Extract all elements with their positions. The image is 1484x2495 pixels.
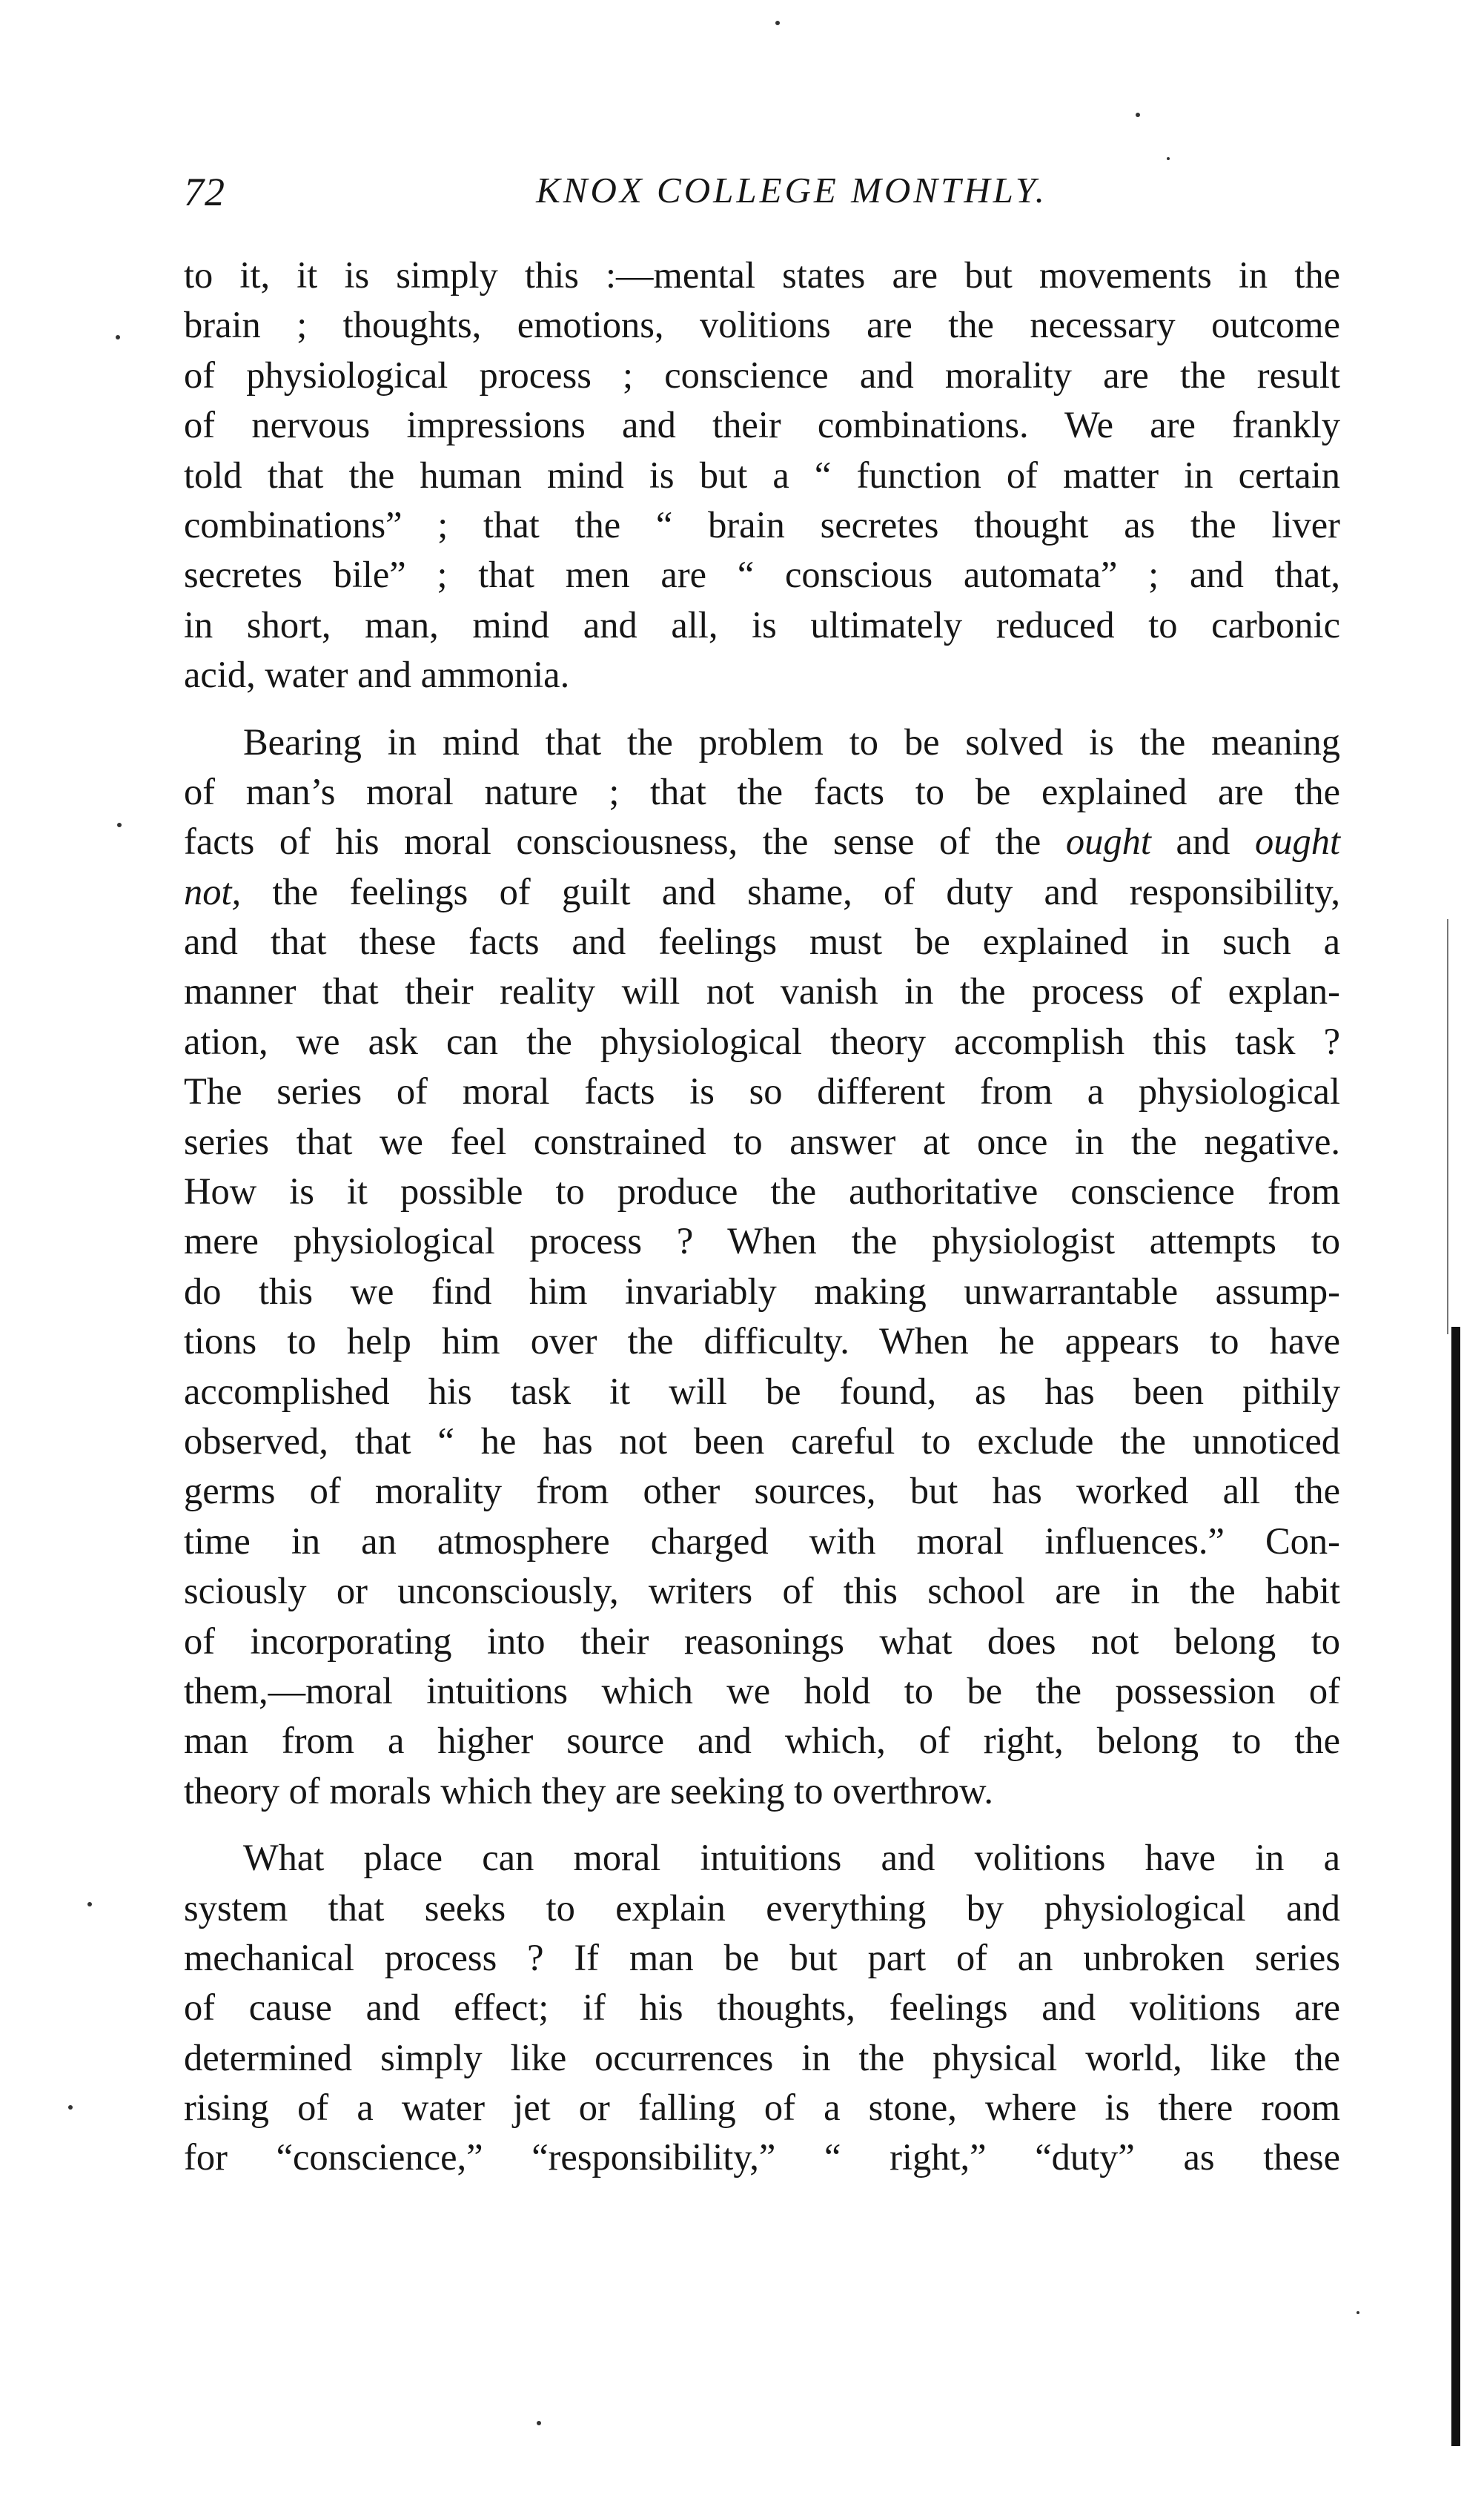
binding-shadow-line [1447,919,1448,1334]
scan-speck [68,2105,73,2110]
text-line: How is it possible to produce the authoritative conscience from [184,1170,1340,1213]
scan-speck [87,1902,92,1906]
text-line: Bearing in mind that the problem to be solved is the meaning [243,720,1340,763]
scan-speck [537,2421,541,2425]
text-line: observed, that “ he has not been careful to exclude the unnoticed [184,1419,1340,1462]
scan-speck [1136,113,1140,117]
paragraph-2 [184,718,1340,1817]
text-line: system that seeks to explain everything by physiological and [184,1886,1340,1929]
text-line: secretes bile” ; that men are “ conscious automata” ; and that, [184,554,1340,596]
text-line: germs of morality from other sources, but has worked all the [184,1470,1340,1512]
text-line-mixed [184,867,1340,917]
italic-word: ought [1254,821,1340,863]
text-line: and that these facts and feelings must be explained in such a [184,921,1340,963]
text-line: of incorporating into their reasonings what does not belong to [184,1620,1340,1662]
text-line: rising of a water jet or falling of a stone, where is there room [184,2087,1340,2129]
text-line: in short, man, mind and all, is ultimately reduced to carbonic [184,603,1340,646]
text-line: manner that their reality will not vanish in the process of explan- [184,970,1340,1013]
text-line: man from a higher source and which, of right, belong to the [184,1720,1340,1762]
paragraph-3 [184,1833,1340,2183]
paragraph-1 [184,251,1340,700]
text-line: determined simply like occurrences in the physical world, like the [184,2036,1340,2078]
text-line: of nervous impressions and their combinations. We are frankly [184,404,1340,446]
text-line: accomplished his task it will be found, as has been pithily [184,1370,1340,1412]
text-line: of man’s moral nature ; that the facts to be explained are the [184,770,1340,812]
text-line-mixed [184,817,1340,867]
text-line: series that we feel constrained to answer at once in the negative. [184,1120,1340,1162]
text-line: do this we find him invariably making unwarrantable assump- [184,1270,1340,1312]
page-header [184,169,1340,228]
text-line: tions to help him over the difficulty. When he appears to have [184,1320,1340,1362]
scan-speck [1167,157,1170,160]
text-line: theory of morals which they are seeking to overthrow. [184,1769,993,1812]
text-line: for “conscience,” “responsibility,” “ right,” “duty” as these [184,2136,1340,2178]
scan-speck [1357,2311,1359,2314]
text-line: brain ; thoughts, emotions, volitions are the necessary outcome [184,304,1340,346]
text-line: mechanical process ? If man be but part of an unbroken series [184,1936,1340,1978]
text-line: to it, it is simply this :—mental states are but movements in the [184,254,1340,296]
text-line: mere physiological process ? When the physiologist attempts to [184,1220,1340,1262]
text-line: ation, we ask can the physiological theory accomplish this task ? [184,1020,1340,1062]
scan-speck [116,335,120,339]
scan-speck [117,823,122,827]
text-line: What place can moral intuitions and volitions have in a [243,1837,1340,1879]
text-run: facts of his moral consciousness, the sense of the [184,821,1066,863]
text-line: told that the human mind is but a “ function of matter in certain [184,454,1340,496]
text-line: combinations” ; that the “ brain secretes thought as the liver [184,503,1340,546]
scan-speck [775,21,780,25]
page-number: 72 [184,170,225,214]
text-line: of cause and effect; if his thoughts, feelings and volitions are [184,1987,1340,2029]
text-line: time in an atmosphere charged with moral influences.” Con- [184,1520,1340,1562]
text-line: The series of moral facts is so different from a physiological [184,1070,1340,1113]
binding-shadow-edge [1451,1327,1460,2446]
text-line: them,—moral intuitions which we hold to be the possession of [184,1669,1340,1712]
text-line: of physiological process ; conscience and morality are the result [184,354,1340,396]
running-head: KNOX COLLEGE MONTHLY. [536,170,1047,211]
body-text [184,251,1340,2200]
text-run: the feelings of guilt and shame, of duty and responsibility, [272,870,1341,912]
italic-word: ought [1065,821,1151,863]
italic-word: not, [184,870,242,912]
text-run: and [1150,821,1255,863]
text-line: acid, water and ammonia. [184,654,570,696]
text-line: sciously or unconsciously, writers of this school are in the habit [184,1570,1340,1612]
